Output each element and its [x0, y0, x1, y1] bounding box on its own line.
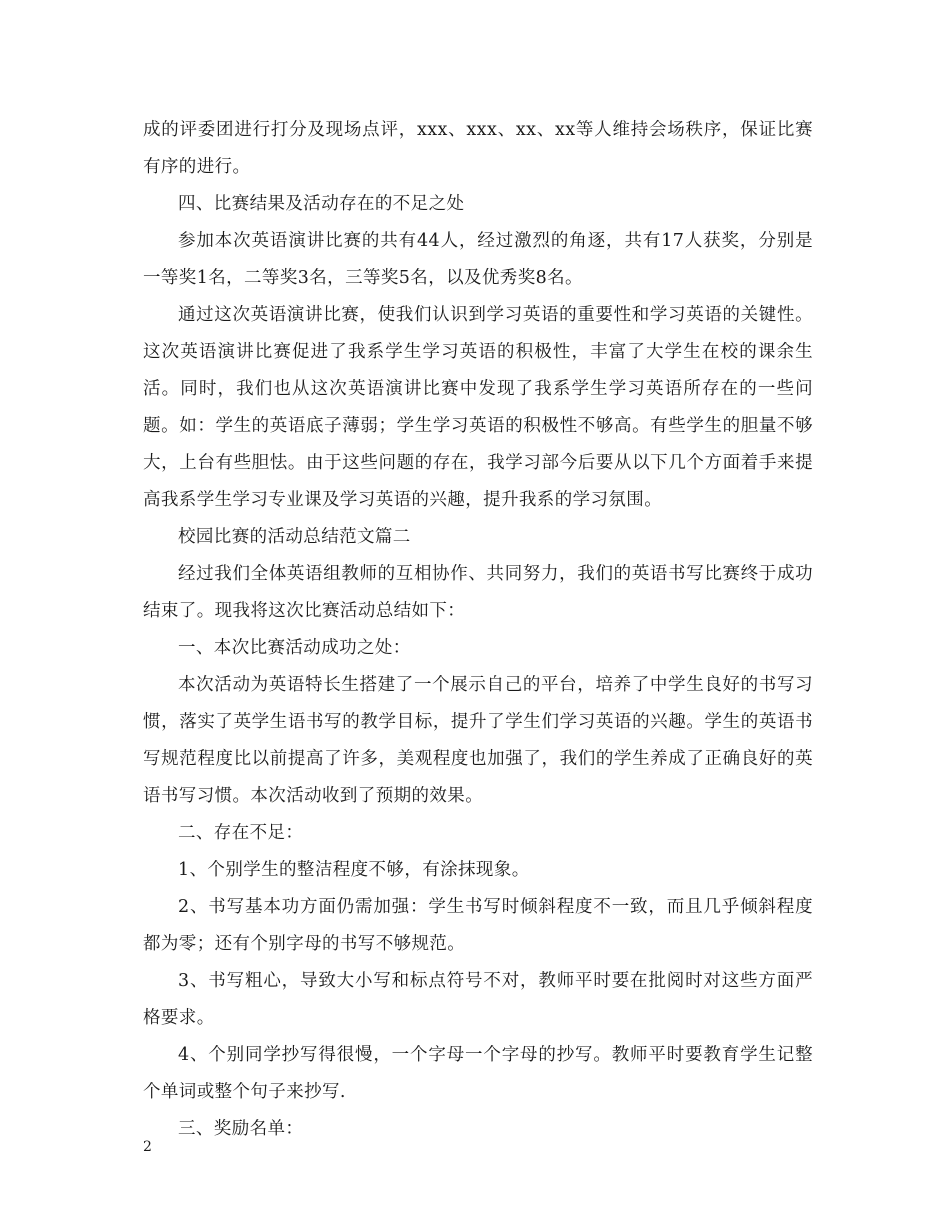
page-number: 2	[143, 1139, 152, 1155]
paragraph-participants-awards: 参加本次英语演讲比赛的共有44人，经过激烈的角逐，共有17人获奖，分别是一等奖1名，二等奖3名，三等奖5名，以及优秀奖8名。	[143, 231, 813, 288]
heading-results-shortcomings: 四、比赛结果及活动存在的不足之处	[178, 194, 465, 214]
list-item-shortcoming-4: 4、个别同学抄写得很慢，一个字母一个字母的抄写。教师平时要教育学生记整个单词或整个句子来抄写.	[143, 1045, 813, 1102]
list-item-shortcoming-2: 2、书写基本功方面仍需加强：学生书写时倾斜程度不一致，而且几乎倾斜程度都为零；还有个别字母的书写不够规范。	[143, 897, 813, 954]
paragraph-writing-contest-intro: 经过我们全体英语组教师的互相协作、共同努力，我们的英语书写比赛终于成功结束了。现我将这次比赛活动总结如下：	[143, 564, 813, 621]
heading-shortcomings: 二、存在不足：	[178, 823, 304, 843]
paragraph-speech-reflection: 通过这次英语演讲比赛，使我们认识到学习英语的重要性和学习英语的关键性。这次英语演讲比赛促进了我系学生学习英语的积极性，丰富了大学生在校的课余生活。同时，我们也从这次英语演讲比赛中发现了我系学生学习英语所存在的一些问题。如：学生的英语底子薄弱；学生学习英语的积极性不够高。有些学生的胆量不够大，上台有些胆怯。由于这些问题的存在，我学习部今后要从以下几个方面着手来提高我系学生学习专业课及学习英语的兴趣，提升我系的学习氛围。	[143, 305, 813, 510]
document-body	[143, 112, 813, 1148]
paragraph-judges-order: 成的评委团进行打分及现场点评，xxx、xxx、xx、xx等人维持会场秩序，保证比赛有序的进行。	[143, 120, 813, 177]
heading-award-list: 三、奖励名单：	[178, 1119, 304, 1139]
list-item-shortcoming-3: 3、书写粗心，导致大小写和标点符号不对，教师平时要在批阅时对这些方面严格要求。	[143, 971, 813, 1028]
heading-sample-two: 校园比赛的活动总结范文篇二	[178, 527, 411, 547]
paragraph-successes: 本次活动为英语特长生搭建了一个展示自己的平台，培养了中学生良好的书写习惯，落实了英学生语书写的教学目标，提升了学生们学习英语的兴趣。学生的英语书写规范程度比以前提高了许多，美观程度也加强了，我们的学生养成了正确良好的英语书写习惯。本次活动收到了预期的效果。	[143, 675, 813, 806]
heading-successes: 一、本次比赛活动成功之处：	[178, 638, 411, 658]
list-item-shortcoming-1: 1、个别学生的整洁程度不够，有涂抹现象。	[178, 860, 530, 880]
